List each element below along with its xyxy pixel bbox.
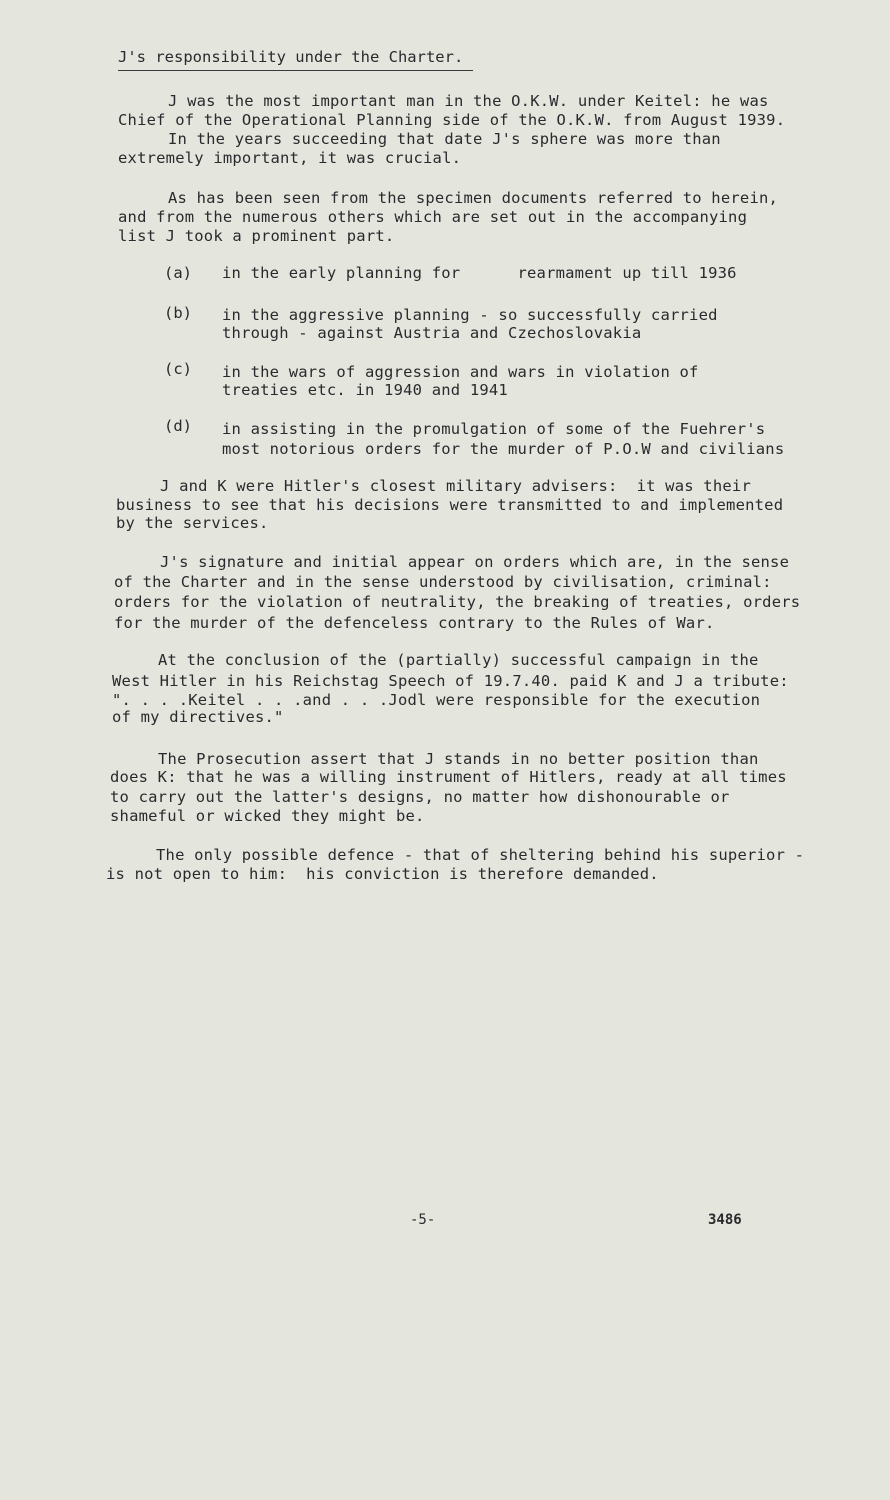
- page-title: J's responsibility under the Charter.: [118, 48, 464, 66]
- para1-line: Chief of the Operational Planning side of the O.K.W. from August 1939.: [118, 111, 786, 129]
- para5-line: of my directives.": [112, 708, 284, 726]
- para7-line: is not open to him: his conviction is therefore demanded.: [106, 865, 659, 883]
- para4-line: orders for the violation of neutrality, the breaking of treaties, orders: [114, 593, 801, 611]
- list-item-text: in the wars of aggression and wars in violation of: [222, 363, 699, 381]
- para3-line: J and K were Hitler's closest military advisers: it was their: [160, 477, 751, 495]
- list-item-text: in assisting in the promulgation of some of the Fuehrer's: [222, 420, 766, 438]
- para1-line: In the years succeeding that date J's sphere was more than: [168, 130, 721, 148]
- para5-line: At the conclusion of the (partially) successful campaign in the: [158, 651, 759, 669]
- list-item-text: treaties etc. in 1940 and 1941: [222, 381, 508, 399]
- para4-line: of the Charter and in the sense understood by civilisation, criminal:: [114, 573, 772, 591]
- list-item-label: (a): [164, 264, 192, 282]
- document-number: 3486: [708, 1212, 742, 1228]
- para3-line: business to see that his decisions were transmitted to and implemented: [116, 496, 784, 514]
- para1-line: J was the most important man in the O.K.W. under Keitel: he was: [168, 92, 769, 110]
- para6-line: The Prosecution assert that J stands in no better position than: [158, 750, 759, 768]
- list-item-text: in the aggressive planning - so successfully carried: [222, 306, 718, 324]
- para4-line: for the murder of the defenceless contrary to the Rules of War.: [114, 614, 715, 632]
- para4-line: J's signature and initial appear on orders which are, in the sense: [160, 553, 790, 571]
- para6-line: shameful or wicked they might be.: [110, 807, 425, 825]
- para2-line: As has been seen from the specimen documents referred to herein,: [168, 189, 779, 207]
- para5-line: West Hitler in his Reichstag Speech of 19.7.40. paid K and J a tribute:: [112, 672, 789, 690]
- page-number: -5-: [410, 1212, 436, 1228]
- list-item-text: through - against Austria and Czechoslovakia: [222, 324, 642, 342]
- list-item-label: (c): [164, 360, 192, 378]
- list-item-label: (d): [164, 417, 192, 435]
- list-item-text: in the early planning for rearmament up till 1936: [222, 264, 737, 282]
- para1-line: extremely important, it was crucial.: [118, 149, 462, 167]
- para6-line: does K: that he was a willing instrument of Hitlers, ready at all times: [110, 768, 787, 786]
- list-item-text: most notorious orders for the murder of P.O.W and civilians: [222, 440, 785, 458]
- para2-line: list J took a prominent part.: [118, 227, 395, 245]
- para5-line: ". . . .Keitel . . .and . . .Jodl were responsible for the execution: [112, 691, 761, 709]
- list-item-label: (b): [164, 304, 192, 322]
- para3-line: by the services.: [116, 514, 269, 532]
- para7-line: The only possible defence - that of sheltering behind his superior -: [156, 846, 805, 864]
- para2-line: and from the numerous others which are set out in the accompanying: [118, 208, 748, 226]
- title-underline: [118, 70, 473, 71]
- para6-line: to carry out the latter's designs, no matter how dishonourable or: [110, 788, 730, 806]
